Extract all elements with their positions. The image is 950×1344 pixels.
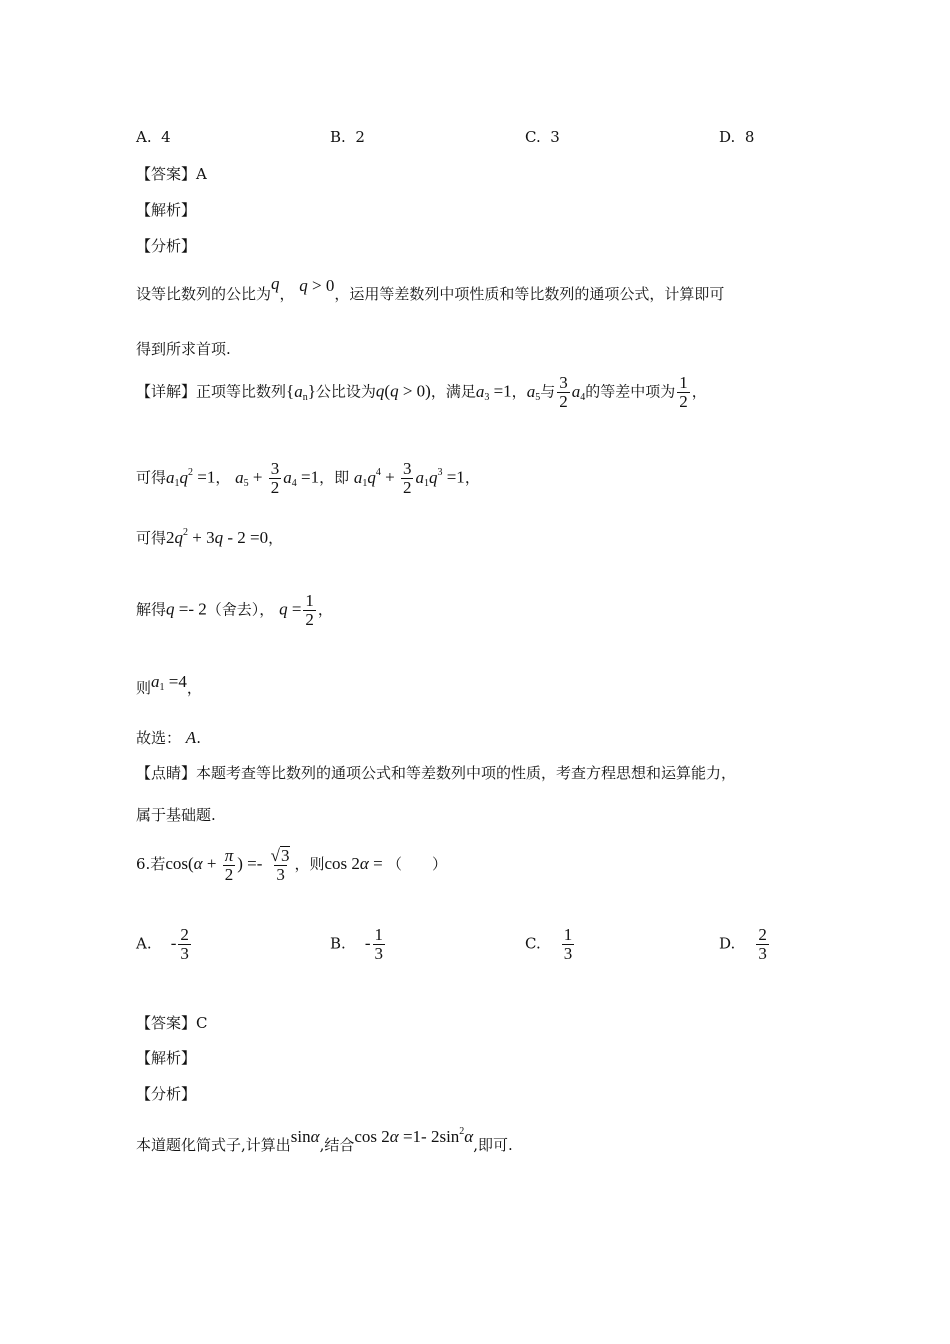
fenxi-paragraph-line2: 得到所求首项. <box>136 340 231 358</box>
analysis-label: 【解析】 <box>136 201 197 219</box>
answer-label: 【答案】A <box>136 165 207 183</box>
q6-option-a: A. - $\frac{2}{3}$ <box>136 925 189 963</box>
q6-analysis-label: 【解析】 <box>136 1049 197 1067</box>
fenxi-label: 【分析】 <box>136 237 197 255</box>
equation-line1: 可得$a_1q^2 =1$， $a_5$ + $\frac{3}{2}$ $a_4 =1$，即 $a_1q^4$ + $\frac{3}{2}$ $a_1q^3 =1$， <box>136 459 480 497</box>
option-d: D. 8 <box>719 128 755 146</box>
choose-line: 故选： A. <box>136 728 201 747</box>
q6-option-c: C. $\frac{1}{3}$ <box>525 925 573 963</box>
q6-fenxi-paragraph: 本道题化简式子,计算出sinα,结合cos 2α =1- $2\sin^2\alpha$,即可. <box>136 1126 513 1154</box>
equation-line2: 可得$2q^2 + 3q - 2 =0$， <box>136 527 284 547</box>
fenxi-paragraph-line1: 设等比数列的公比为q， q > 0，运用等差数列中项性质和等比数列的通项公式，计算即可 <box>136 274 725 303</box>
detail-paragraph: 【详解】正项等比数列$\{a_n\}$公比设为q(q > 0)，满足$a_3 =1$，$a_5$与 $\frac{3}{2}$ $a_4$的等差中项为 $\frac{1}{2}$ ， <box>136 373 707 411</box>
q6-answer-label: 【答案】C <box>136 1014 208 1032</box>
q6-fenxi-label: 【分析】 <box>136 1085 197 1103</box>
dianjing-line1: 【点睛】本题考查等比数列的通项公式和等差数列中项的性质，考查方程思想和运算能力， <box>136 764 737 782</box>
dianjing-line2: 属于基础题. <box>136 806 216 824</box>
solution-line: 解得q =- 2（舍去）， q = $\frac{1}{2}$ ， <box>136 591 333 629</box>
q6-option-d: D. $\frac{2}{3}$ <box>719 925 767 963</box>
then-line: 则$a_1 =4$， <box>136 672 202 697</box>
option-b: B. 2 <box>330 128 365 146</box>
option-c: C. 3 <box>525 128 560 146</box>
q6-option-b: B. - $\frac{1}{3}$ <box>330 925 384 963</box>
question-6-stem: 6.若cos(α + $\frac{\pi}{2}$ ) =- $\frac{√3}{3}$ ，则cos 2α = （ ） <box>136 845 447 884</box>
option-a: A. 4 <box>136 128 171 146</box>
